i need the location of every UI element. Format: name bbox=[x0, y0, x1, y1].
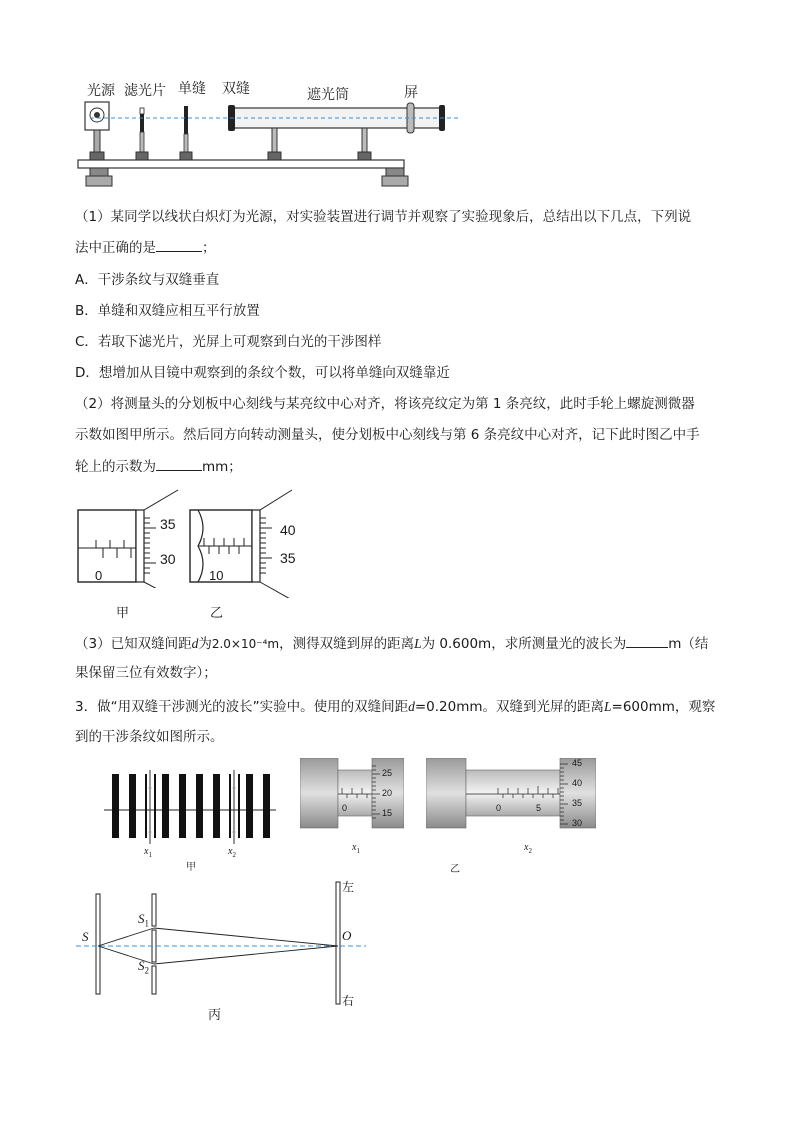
q1-text-line2: 法中正确的是 ； bbox=[75, 237, 216, 258]
x1-thimble-25: 25 bbox=[382, 768, 393, 778]
q2-text-line2: 示数如图甲所示。然后同方向转动测量头，使分划板中心刻线与第 6 条亮纹中心对齐，记下此时图乙中手 bbox=[75, 427, 700, 443]
q2-text-line3: 轮上的示数为 mm； bbox=[75, 456, 242, 477]
label-left: 左 bbox=[342, 880, 355, 894]
q1-option-b: B．单缝和双缝应相互平行放置 bbox=[75, 303, 260, 319]
fringe-x1-label: $x_1$ bbox=[144, 846, 152, 859]
q1-option-c: C．若取下滤光片，光屏上可观察到白光的干涉图样 bbox=[75, 334, 382, 350]
x2-thimble-35: 35 bbox=[572, 798, 583, 808]
label-light-source: 光源 bbox=[87, 83, 115, 99]
q3-answer-blank[interactable] bbox=[626, 633, 668, 648]
x1-main-label: 0 bbox=[342, 803, 348, 813]
label-screen: 屏 bbox=[404, 85, 418, 101]
x2-main-0: 0 bbox=[496, 803, 502, 813]
micrometer-x1 bbox=[300, 758, 404, 860]
q1-option-d: D．想增加从目镜中观察到的条纹个数，可以将单缝向双缝靠近 bbox=[75, 365, 450, 381]
x2-thimble-30: 30 bbox=[572, 818, 583, 828]
problem3-line1: 3．做“用双缝干涉测光的波长”实验中。使用的双缝间距d=0.20mm。双缝到光屏的距离L=600mm，观察 bbox=[75, 699, 716, 715]
yi-caption: 乙 bbox=[210, 606, 224, 621]
q1-text-line1: （1）某同学以线状白炽灯为光源，对实验装置进行调节并观察了实验现象后，总结出以下几点，下列说 bbox=[75, 209, 692, 225]
yi-main-label: 10 bbox=[209, 568, 224, 583]
micrometer-yi bbox=[188, 488, 308, 621]
yi-thimble-35: 35 bbox=[280, 550, 296, 566]
jia-thimble-30: 30 bbox=[160, 551, 176, 567]
fringe-figure bbox=[100, 770, 280, 875]
label-S2: $S_2$ bbox=[138, 958, 149, 976]
q2-answer-blank[interactable] bbox=[156, 456, 202, 471]
label-tube: 遮光筒 bbox=[307, 87, 349, 103]
label-right: 右 bbox=[342, 994, 355, 1008]
x1-thimble-20: 20 bbox=[382, 788, 393, 798]
x2-thimble-40: 40 bbox=[572, 778, 583, 788]
double-slit-figure bbox=[76, 878, 376, 1023]
x2-thimble-45: 45 bbox=[572, 758, 583, 768]
label-O: O bbox=[342, 928, 352, 943]
label-single-slit: 单缝 bbox=[178, 81, 206, 97]
fringe-caption: 甲 bbox=[186, 862, 196, 873]
problem3-line2: 到的干涉条纹如图所示。 bbox=[75, 729, 224, 745]
bing-caption: 丙 bbox=[208, 1008, 222, 1023]
jia-main-label: 0 bbox=[95, 568, 103, 583]
yi-thimble-40: 40 bbox=[280, 522, 296, 538]
label-double-slit: 双缝 bbox=[222, 81, 250, 97]
x2-main-5: 5 bbox=[536, 803, 542, 813]
apparatus-drawing bbox=[70, 78, 470, 198]
yi-figure-caption: 乙 bbox=[450, 864, 460, 875]
label-S: S bbox=[82, 929, 89, 944]
micrometer-x2 bbox=[426, 758, 596, 860]
x2-label: $x_2$ bbox=[524, 842, 532, 855]
jia-thimble-35: 35 bbox=[160, 516, 176, 532]
x1-thimble-15: 15 bbox=[382, 808, 393, 818]
q1-answer-blank[interactable] bbox=[156, 237, 202, 252]
label-S1: $S_1$ bbox=[138, 911, 149, 929]
q2-text-line1: （2）将测量头的分划板中心刻线与某亮纹中心对齐，将该亮纹定为第 1 条亮纹，此时手轮上螺旋测微器 bbox=[75, 396, 695, 412]
jia-caption: 甲 bbox=[116, 606, 130, 621]
q3-text-line2: 果保留三位有效数字）； bbox=[75, 665, 217, 681]
fringe-x2-label: $x_2$ bbox=[228, 846, 236, 859]
x1-label: $x_1$ bbox=[352, 842, 360, 855]
micrometer-jia bbox=[76, 488, 186, 621]
q1-option-a: A．干涉条纹与双缝垂直 bbox=[75, 272, 220, 288]
apparatus-figure bbox=[70, 78, 470, 198]
q3-text-line1: （3）已知双缝间距d为2.0×10⁻⁴m，测得双缝到屏的距离L为 0.600m，求所测量光的波长为 m（结 bbox=[75, 633, 708, 654]
label-filter: 滤光片 bbox=[124, 83, 166, 99]
